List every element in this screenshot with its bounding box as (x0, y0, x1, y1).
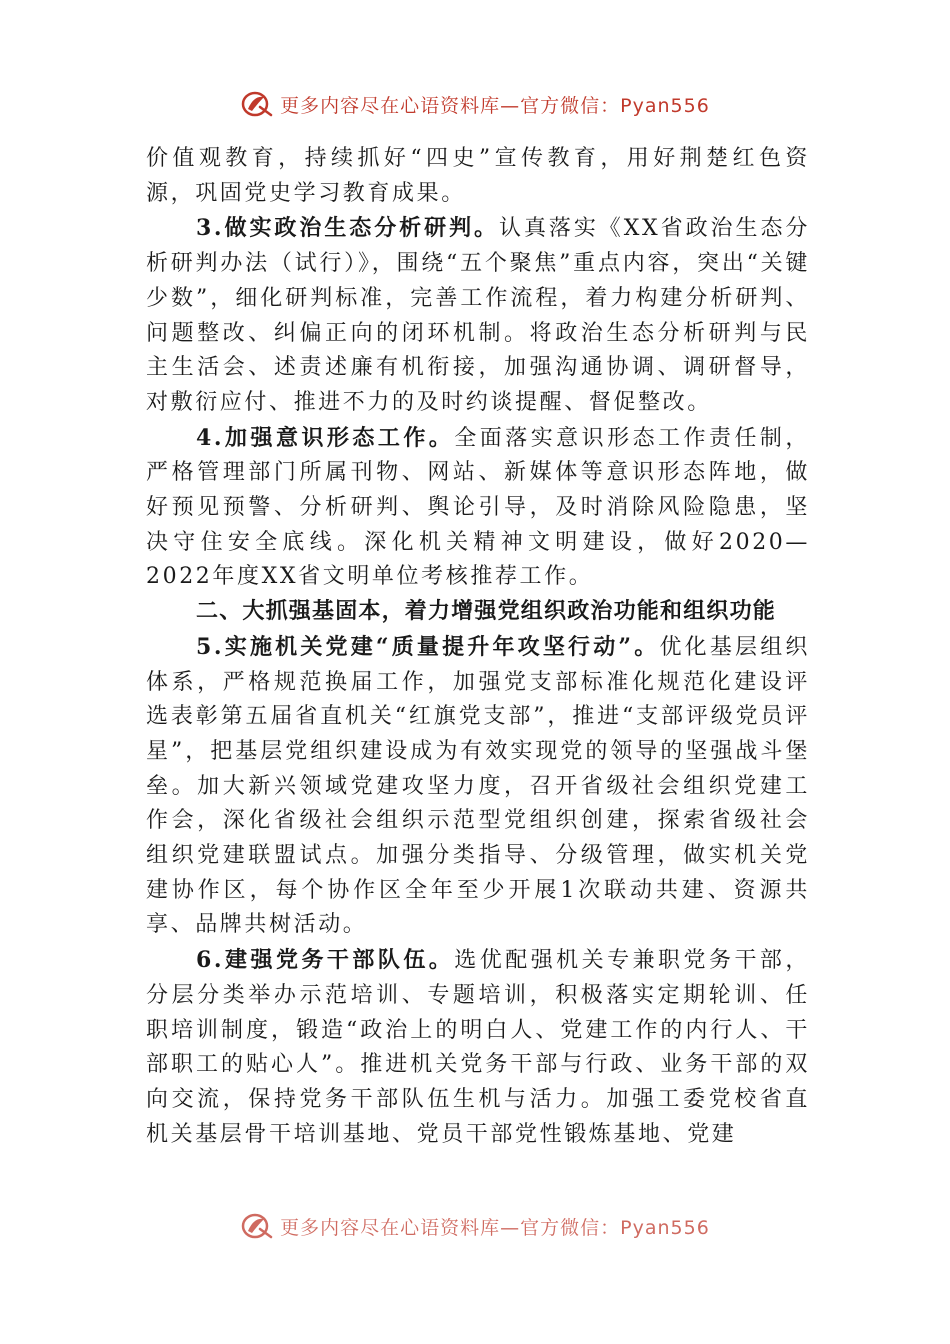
paragraph-body: 价值观教育，持续抓好“四史”宣传教育，用好荆楚红色资源，巩固党史学习教育成果。 (146, 146, 810, 206)
brand-logo-icon (240, 89, 274, 119)
paragraph-body: 优化基层组织体系，严格规范换届工作，加强党支部标准化规范化建设评选表彰第五届省直机关“红旗党支部”，推进“支部评级党员评星”，把基层党组织建设成为有效实现党的领导的坚强战斗堡垒。加大新兴领域党建攻坚力度，召开省级社会组织党建工作会，深化省级社会组织示范型党组织创建，探索省级社会组织党建联盟试点。加强分类指导、分级管理，做实机关党建协作区，每个协作区全年至少开展1次联动共建、资源共享、品牌共树活动。 (146, 634, 810, 938)
paragraph-body: 选优配强机关专兼职党务干部，分层分类举办示范培训、专题培训，积极落实定期轮训、任职培训制度，锻造“政治上的明白人、党建工作的内行人、干部职工的贴心人”。推进机关党务干部与行政、业务干部的双向交流，保持党务干部队伍生机与活力。加强工委党校省直机关基层骨干培训基地、党员干部党性锻炼基地、党建 (146, 948, 810, 1147)
document-body (146, 142, 810, 1152)
paragraph (146, 211, 810, 420)
paragraph (146, 142, 810, 211)
paragraph-lead: 4.加强意识形态工作。 (196, 424, 455, 451)
watermark-text: 更多内容尽在心语资料库—官方微信：Pyan556 (280, 94, 710, 117)
paragraph-lead: 6.建强党务干部队伍。 (196, 947, 455, 974)
paragraph (146, 421, 810, 596)
watermark-text: 更多内容尽在心语资料库—官方微信：Pyan556 (280, 1216, 710, 1239)
brand-logo-icon (240, 1211, 274, 1241)
paragraph (146, 630, 810, 943)
paragraph-body: 认真落实《XX省政治生态分析研判办法（试行）》，围绕“五个聚焦”重点内容，突出“关键少数”，细化研判标准，完善工作流程，着力构建分析研判、问题整改、纠偏正向的闭环机制。将政治生态分析研判与民主生活会、述责述廉有机衔接，加强沟通协调、调研督导，对敷衍应付、推进不力的及时约谈提醒、督促整改。 (146, 216, 810, 415)
paragraph-body: 全面落实意识形态工作责任制，严格管理部门所属刊物、网站、新媒体等意识形态阵地，做好预见预警、分析研判、舆论引导，及时消除风险隐患，坚决守住安全底线。深化机关精神文明建设，做好2020—2022年度XX省文明单位考核推荐工作。 (146, 425, 810, 590)
watermark-header (0, 84, 950, 124)
paragraph (146, 943, 810, 1152)
section-heading: 二、大抓强基固本，着力增强党组织政治功能和组织功能 (196, 599, 777, 625)
watermark-footer (0, 1206, 950, 1246)
paragraph-lead: 3.做实政治生态分析研判。 (196, 215, 499, 242)
paragraph-lead: 5.实施机关党建“质量提升年攻坚行动”。 (196, 633, 660, 660)
